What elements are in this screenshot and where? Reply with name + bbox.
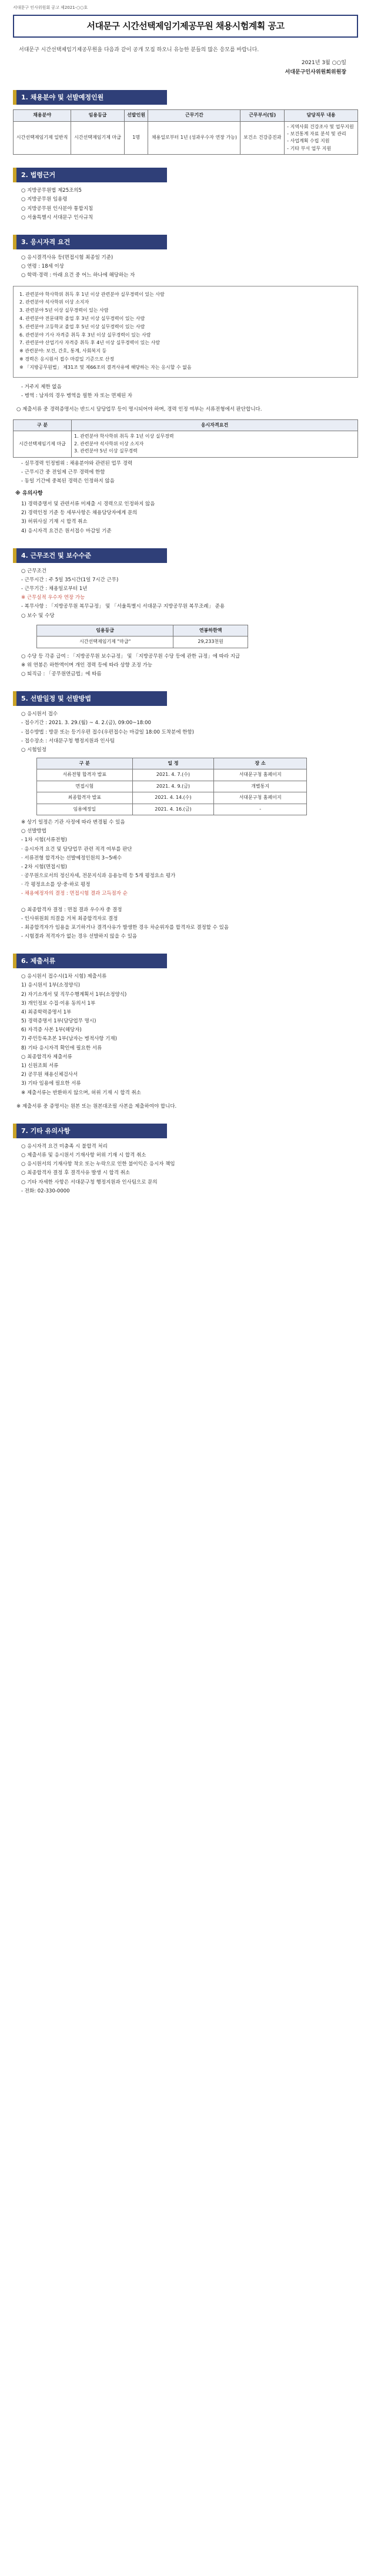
signer: 서대문구인사위원회위원장 xyxy=(285,69,346,76)
list-item: 6) 자격증 사본 1부(해당자) xyxy=(21,1027,82,1034)
box-line: 5. 관련분야 고등학교 졸업 후 5년 이상 실무경력이 있는 사람 xyxy=(19,324,145,329)
col-grade: 임용등급 xyxy=(71,110,124,121)
requirement-item: 3. 관련분야 5년 이상 실무경력 xyxy=(74,448,138,454)
list-item: ○ 수당 등 각종 급여 : 「지방공무원 보수규정」 및 「지방공무원 수당 등에 관한 규정」에 따라 지급 xyxy=(21,653,240,659)
list-item: ○ 학력·경력 : 아래 요건 중 어느 하나에 해당하는 자 xyxy=(21,272,135,279)
cell-dept: 보건소 건강증진과 xyxy=(240,121,285,155)
col-pay-grade: 임용등급 xyxy=(37,625,173,636)
cell-requirements xyxy=(72,431,358,457)
cell: 서대문구청 홈페이지 xyxy=(214,792,307,804)
list-item: ○ 근무조건 xyxy=(21,568,46,574)
cell: 서류전형 합격자 발표 xyxy=(37,769,133,781)
cell: 2021. 4. 9.(금) xyxy=(132,781,214,792)
box-line: 3. 관련분야 5년 이상 실무경력이 있는 사람 xyxy=(19,308,109,314)
table-row xyxy=(37,781,307,792)
list-item: ○ 제출서류 및 응시원서 기재사항 허위 기재 시 합격 취소 xyxy=(21,1152,146,1159)
document-title: 서대문구 시간선택제임기제공무원 채용시험계획 공고 xyxy=(13,15,358,38)
list-item: ○ 최종합격자 결정 후 결격사유 발생 시 합격 취소 xyxy=(21,1170,131,1177)
cell-grade-label: 시간선택제임기제 마급 xyxy=(14,431,72,457)
list-item: ○ 연령 : 18세 이상 xyxy=(21,264,64,270)
notes-list xyxy=(21,1143,358,1195)
section-3-title: 3. 응시자격 요건 xyxy=(13,235,167,249)
list-item: ○ 응시원서의 기재사항 착오 또는 누락으로 인한 불이익은 응시자 책임 xyxy=(21,1161,175,1168)
col-pay-min: 연봉하한액 xyxy=(173,625,248,636)
col-schedule-type: 구 분 xyxy=(37,758,133,769)
box-line: 7. 관련분야 산업기사 자격증 취득 후 4년 이상 실무경력이 있는 사람 xyxy=(19,340,161,346)
list-item: - 접수기간 : 2021. 3. 29.(월) ~ 4. 2.(금), 09:00~18:00 xyxy=(21,720,151,727)
col-type: 구 분 xyxy=(14,420,72,431)
qualification-box xyxy=(13,286,358,378)
requirement-item: 2. 관련분야 석사학위 이상 소지자 xyxy=(74,441,144,446)
col-schedule-date: 일 정 xyxy=(132,758,214,769)
col-field: 채용분야 xyxy=(14,110,71,121)
list-item: ○ 시험일정 xyxy=(21,747,46,753)
positions-table xyxy=(13,109,358,155)
cell-pay-grade: 시간선택제임기제 "마급" xyxy=(37,636,173,648)
list-item: 3) 개인정보 수집·이용 동의서 1부 xyxy=(21,1000,96,1007)
caution-list xyxy=(21,501,358,535)
cell: 2021. 4. 16.(금) xyxy=(132,804,214,815)
career-note: ○ 제출서류 중 경력증명서는 반드시 담당업무 등이 명시되어야 하며, 경력 인정 여부는 서류전형에서 판단합니다. xyxy=(16,406,262,412)
requirement-item: 1. 관련분야 학사학위 취득 후 1년 이상 실무경력 xyxy=(74,434,174,439)
section-5-title: 5. 선발일정 및 선발방법 xyxy=(13,691,167,706)
list-item: · 공무원으로서의 정신자세, 전문지식과 응용능력 등 5개 평정요소 평가 xyxy=(21,873,176,879)
list-item: ○ 기타 자세한 사항은 서대문구청 행정지원과 인사팀으로 문의 xyxy=(21,1179,158,1185)
list-item: - 병역 : 남자의 경우 병역을 필한 자 또는 면제된 자 xyxy=(21,392,132,399)
cell-field: 시간선택제임기제 일반직 xyxy=(14,121,71,155)
list-item: 3) 기타 임용에 필요한 서류 xyxy=(21,1081,81,1087)
list-item: - 채용예정자의 결정 : 면접시험 결과 고득점자 순 xyxy=(21,891,128,897)
section-6-title: 6. 제출서류 xyxy=(13,954,167,968)
qualification-table xyxy=(13,419,358,458)
box-line: 2. 관련분야 석사학위 이상 소지자 xyxy=(19,299,89,305)
col-schedule-place: 장 소 xyxy=(214,758,307,769)
table-row xyxy=(37,792,307,804)
table-row xyxy=(37,636,248,648)
pay-notes xyxy=(21,653,358,679)
list-item: 4) 최종학력증명서 1부 xyxy=(21,1009,72,1015)
list-item: - 근무기간 : 채용일로부터 1년 xyxy=(21,586,88,592)
box-line: ※ 경력은 응시원서 접수 마감일 기준으로 산정 xyxy=(19,356,115,362)
cell-pay-min: 29,233천원 xyxy=(173,636,248,648)
list-item: ○ 퇴직금 : 「공무원연금법」에 따름 xyxy=(21,671,102,677)
cell-count: 1명 xyxy=(124,121,148,155)
list-item: 2) 자기소개서 및 직무수행계획서 1부(소정양식) xyxy=(21,991,127,998)
cell-grade: 시간선택제임기제 마급 xyxy=(71,121,124,155)
documents-note: ※ 제출서류 중 증명서는 원본 또는 원본대조필 사본을 제출하여야 합니다. xyxy=(16,1103,177,1109)
list-item: ○ 선발방법 xyxy=(21,828,46,835)
list-item: - 2차 시험(면접시험) xyxy=(21,864,67,870)
cell: 2021. 4. 14.(수) xyxy=(132,792,214,804)
list-item: - 동일 기간에 중복된 경력은 인정하지 않음 xyxy=(21,478,115,484)
box-line: 4. 관련분야 전문대학 졸업 후 3년 이상 실무경력이 있는 사람 xyxy=(19,315,145,321)
list-item: - 접수장소 : 서대문구청 행정지원과 인사팀 xyxy=(21,738,115,744)
list-item: 1) 경력증명서 및 관련서류 미제출 시 경력으로 인정하지 않음 xyxy=(21,501,155,508)
qualification-notes xyxy=(21,384,358,400)
list-item: ○ 서울특별시 서대문구 인사규칙 xyxy=(21,214,93,221)
box-line: ※ 「지방공무원법」 제31조 및 제66조의 결격사유에 해당하는 자는 응시할 수 없음 xyxy=(19,364,192,370)
list-item: 4) 응시자격 요건은 원서접수 마감일 기준 xyxy=(21,528,112,534)
list-item: ○ 지방공무원법 제25조의5 xyxy=(21,188,82,194)
list-item: ○ 최종합격자 제출서류 xyxy=(21,1054,72,1060)
section-4-title: 4. 근무조건 및 보수수준 xyxy=(13,548,167,563)
cell: 서대문구청 홈페이지 xyxy=(214,769,307,781)
table-row xyxy=(14,121,358,155)
box-line: 6. 관련분야 기사 자격증 취득 후 3년 이상 실무경력이 있는 사람 xyxy=(19,332,151,338)
list-item: ※ 제출서류는 반환하지 않으며, 허위 기재 시 합격 취소 xyxy=(21,1089,141,1096)
law-list xyxy=(21,187,358,222)
list-item: · 서류전형 합격자는 선발예정인원의 3~5배수 xyxy=(21,855,122,861)
selection-method xyxy=(21,819,358,898)
box-line: 1. 관련분야 학사학위 취득 후 1년 이상 관련분야 실무경력이 있는 사람 xyxy=(19,291,165,297)
pay-table xyxy=(36,625,248,648)
schedule-table xyxy=(36,758,307,815)
list-item: ※ 근무실적 우수자 연장 가능 xyxy=(21,595,85,601)
list-item: ○ 응시원서 접수 xyxy=(21,711,58,718)
list-item: ○ 지방공무원 임용령 xyxy=(21,196,68,203)
list-item: - 실무경력 인정범위 : 채용분야와 관련된 업무 경력 xyxy=(21,460,133,466)
list-item: ○ 최종합격자 결정 : 면접 결과 우수자 중 결정 xyxy=(21,907,122,913)
application-info xyxy=(21,711,358,754)
list-item: - 1차 시험(서류전형) xyxy=(21,837,67,844)
section-1-title: 1. 채용분야 및 선발예정인원 xyxy=(13,90,167,105)
work-conditions xyxy=(21,568,358,620)
section-2-title: 2. 법령근거 xyxy=(13,168,167,182)
list-item: · 각 평정요소를 상·중·하로 평정 xyxy=(21,882,91,888)
list-item: 3) 허위사실 기재 시 합격 취소 xyxy=(21,519,88,525)
cell: 면접시험 xyxy=(37,781,133,792)
list-item: · 응시자격 요건 및 담당업무 관련 적격 여부를 판단 xyxy=(21,846,132,852)
list-item: - 복무사항 : 「지방공무원 복무규정」 및 「서울특별시 서대문구 지방공무원 복무조례」 준용 xyxy=(21,604,225,610)
documents-list xyxy=(21,973,358,1097)
list-item: 2) 공무원 채용신체검사서 xyxy=(21,1072,78,1078)
col-requirements: 응시자격요건 xyxy=(72,420,358,431)
list-item: ○ 보수 및 수당 xyxy=(21,612,55,619)
cell: 임용예정일 xyxy=(37,804,133,815)
cell-period: 채용일로부터 1년 (성과우수자 연장 가능) xyxy=(148,121,240,155)
section-7-title: 7. 기타 유의사항 xyxy=(13,1124,167,1138)
date-signature xyxy=(13,59,346,77)
list-item: 7) 주민등록초본 1부(남자는 병적사항 기재) xyxy=(21,1036,117,1042)
career-details xyxy=(21,460,358,486)
list-item: 2) 경력인정 기준 등 세부사항은 채용담당자에게 문의 xyxy=(21,510,138,516)
cell: 2021. 4. 7.(수) xyxy=(132,769,214,781)
table-row xyxy=(14,431,358,457)
list-item: 5) 경력증명서 1부(담당업무 명시) xyxy=(21,1018,96,1025)
cell: 최종합격자 발표 xyxy=(37,792,133,804)
list-item: - 접수방법 : 방문 또는 등기우편 접수(우편접수는 마감일 18:00 도착분에 한함) xyxy=(21,729,194,735)
list-item: 8) 기타 응시자격 확인에 필요한 서류 xyxy=(21,1045,102,1051)
list-item: ○ 응시원서 접수시(1차 시험) 제출서류 xyxy=(21,974,107,980)
list-item: ○ 응시자격 요건 미충족 시 불합격 처리 xyxy=(21,1143,108,1149)
list-item: 1) 응시원서 1부(소정양식) xyxy=(21,982,81,989)
list-item: - 근무시간 중 전일제 근무 경력에 한함 xyxy=(21,469,105,475)
table-row xyxy=(37,769,307,781)
list-item: - 최종합격자가 임용을 포기하거나 결격사유가 발생한 경우 차순위자를 합격자로 결정할 수 있음 xyxy=(21,924,229,931)
table-row xyxy=(37,804,307,815)
final-selection xyxy=(21,907,358,941)
box-line: ※ 관련분야: 보건, 간호, 통계, 사회복지 등 xyxy=(19,348,107,354)
list-item: ※ 상기 일정은 기관 사정에 따라 변경될 수 있음 xyxy=(21,819,125,825)
cell: - xyxy=(214,804,307,815)
cell: 개별통지 xyxy=(214,781,307,792)
list-item: - 거주지 제한 없음 xyxy=(21,384,62,390)
col-duties: 담당직무 내용 xyxy=(285,110,358,121)
list-item: ○ 지방공무원 인사분야 통합지침 xyxy=(21,205,93,212)
col-dept: 근무부서(팀) xyxy=(240,110,285,121)
intro-text: 서대문구 시간선택제임기제공무원을 다음과 같이 공개 모집 하오니 유능한 분들의 많은 응모를 바랍니다. xyxy=(19,47,259,54)
list-item: - 전화: 02-330-0000 xyxy=(21,1188,70,1194)
notice-number: 서대문구 인사위원회 공고 제2021-○○호 xyxy=(13,5,88,10)
qualification-list xyxy=(21,254,358,280)
notice-date: 2021년 3월 ○○일 xyxy=(301,60,346,66)
list-item: - 인사위원회 의결을 거쳐 최종합격자로 결정 xyxy=(21,915,118,922)
list-item: ○ 응시결격사유 등(면접시험 최종일 기준) xyxy=(21,255,113,261)
list-item: ※ 위 연봉은 하한액이며 개인 경력 등에 따라 상향 조정 가능 xyxy=(21,662,152,668)
list-item: 1) 신원조회 서류 xyxy=(21,1062,59,1069)
col-period: 근무기간 xyxy=(148,110,240,121)
caution-title: ※ 유의사항 xyxy=(15,491,43,497)
col-count: 선발인원 xyxy=(124,110,148,121)
list-item: - 시험결과 적격자가 없는 경우 선발하지 않을 수 있음 xyxy=(21,934,138,940)
cell-duties: - 지역사회 건강조사 및 업무지원 - 보건통계 자료 분석 및 관리 - 사업계획 수립 지원 - 기타 부서 업무 지원 xyxy=(285,121,358,155)
list-item: - 근무시간 : 주 5일 35시간(1일 7시간 근무) xyxy=(21,576,119,583)
